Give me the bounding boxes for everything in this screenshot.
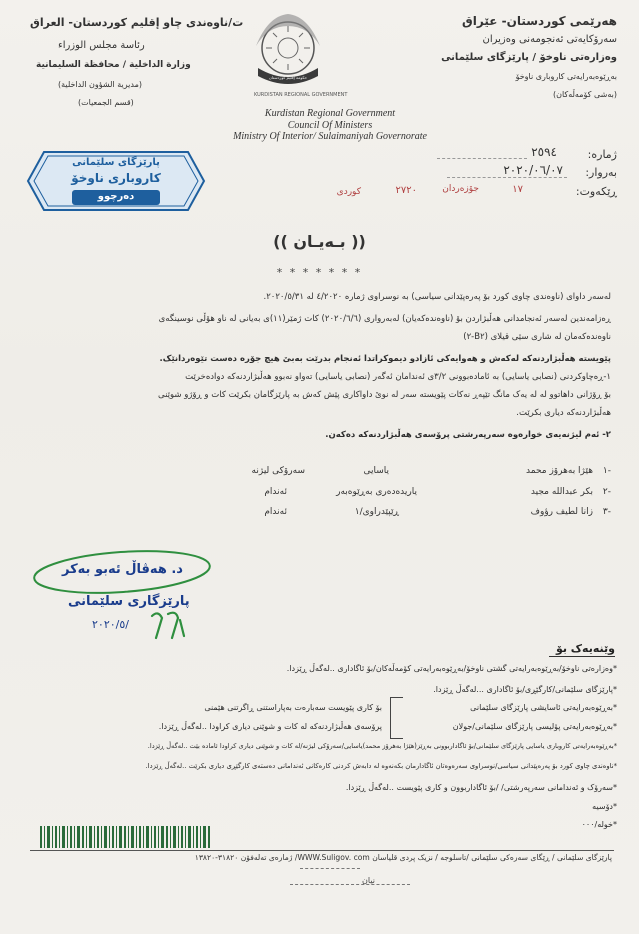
- cc-bracket-note-2: پرۆسەی هەڵبژاردنەکە لە کات و شوێنی دیاری کراودا ..لەگەڵ ڕێزدا.: [158, 722, 382, 731]
- document-title: (( بـەیـان )): [273, 232, 366, 251]
- cc-item-7: *سەرۆک و ئەندامانی سەرپەرشتی/ /بۆ ئاگاداربوون و کاری پێویست ..لەگەڵ ڕێزدا.: [345, 783, 617, 792]
- committee-pos-2: ئەندام: [264, 487, 287, 497]
- green-handwritten-mark: [148, 608, 188, 642]
- cc-heading-underline: [549, 656, 615, 657]
- cc-heading: وێنەیەک بۆ: [555, 642, 615, 655]
- body-paragraph-1: لەسەر داوای (ناوەندی چاوی کورد بۆ پەرەپێدانی سیاسی) بە نوسراوی ژمارە ٤/٢٠٢٠ لە ٢٠٢٠/٥/٣١.: [263, 292, 611, 302]
- footer-dash-bottom: [290, 884, 410, 885]
- ref-month: جۆزەردان: [442, 184, 479, 194]
- header-left-line3: وزارة الداخلية / محافظة السليمانية: [36, 60, 191, 70]
- header-left-line5: (قسم الجمعيات): [78, 98, 134, 107]
- header-english-line2: Council Of Ministers: [287, 120, 373, 131]
- header-right-line5: (بەشی کۆمەڵەکان): [552, 90, 617, 99]
- committee-role-3: ڕێپێدراوی/١: [354, 507, 399, 517]
- signature-title: پارێزگاری سلێمانی: [68, 594, 190, 609]
- date-value: ٢٠٢٠/٠٦/٠٧: [503, 163, 563, 177]
- footer-bottom: نیان: [362, 876, 375, 885]
- title-stars: * * * * * * *: [276, 266, 363, 279]
- cc-item-6: *ناوەندی چاوی کورد بۆ پەرەپێدانی سیاسی/نوسراوی سەرەوەتان ئاگادارمان بکەنەوە لە دابەش کردنی کارەکانی ئەندامانی دەستەی کارگێڕی دیاری بکرێت ..لەگەڵ ڕێزدا.: [145, 762, 617, 770]
- committee-num-2: ٢-: [602, 487, 611, 497]
- number-label: ژمارە:: [587, 148, 617, 161]
- committee-role-1: یاسایی: [363, 466, 389, 476]
- ref-calendar: کوردی: [336, 187, 361, 197]
- cc-bracket: [390, 697, 403, 739]
- committee-name-3: زانا لطیف رؤوف: [530, 507, 593, 517]
- body-paragraph-2b: ناوەندەکەمان لە شاری سێی قیلای (B٢-٢): [463, 332, 611, 342]
- committee-num-1: ١-: [602, 466, 611, 476]
- ref-day: ١٧: [512, 184, 523, 195]
- cc-item-4: *بەڕێوەبەرایەتی پۆلیسی پارێزگای سلێمانی/جولان: [452, 722, 617, 731]
- date-label: بەروار:: [585, 166, 617, 179]
- number-value: ٢٥٩٤: [531, 145, 557, 159]
- issued-stamp: [26, 150, 206, 212]
- body-paragraph-4b: بۆ ڕۆژانی داهاتوو لە لە یەک مانگ تێپەڕ نەکات پێویستە سەر لە نوێ داواکاری پێش کەش بە پارێزگامان بکرێت کات و ڕۆژو شوێنی: [157, 390, 611, 400]
- header-right-line1: هەرێمی کوردستان- عێراق: [462, 14, 617, 28]
- signature-name: د. هەڤاڵ ئەبو بەکر: [62, 562, 183, 577]
- header-right-line3: وەزارەتی ناوخۆ / پارێزگای سلێمانی: [441, 52, 617, 63]
- cc-item-2: *پارێزگای سلێمانی/کارگێڕی/بۆ ئاگاداری ...لەگەڵ ڕێزدا.: [433, 685, 617, 694]
- stamp-line3: دەرچوو: [97, 191, 135, 202]
- cc-item-9: *خولە/٠٠٠: [581, 820, 617, 829]
- header-left-line1: ت/ناوەندی چاو إقليم كوردستان- العراق: [30, 16, 244, 29]
- body-paragraph-4c: هەڵبژاردنەکە دیاری بکرێت.: [516, 408, 611, 418]
- header-left-line2: رئاسة مجلس الوزراء: [58, 40, 145, 51]
- header-english-line3: Ministry Of Interior/ Sulaimaniyah Governorate: [233, 131, 427, 142]
- cc-bracket-note-1: بۆ کاری پێویست سەبارەت بەپاراستنی ڕاگرتنی هێمنی: [204, 703, 382, 712]
- body-paragraph-4a: ١-ڕەچاوکردنی (نصابی یاسایی) بە ئامادەبوونی ٣/٢ی ئەندامان ئەگەر (نصابی یاسایی) تەواو نەبوو هەڵبژاردنەکە دوادەخرێت: [185, 372, 611, 382]
- ref-label: ڕێکەوت:: [575, 185, 617, 198]
- header-left-line4: (مديرية الشؤون الداخلية): [58, 80, 143, 89]
- footer-address: پارێزگای سلێمانی / ڕێگای سەرەکی سلێمانی /تاسلوجە / نزیک پردی قلیاسان WWW.Suligov. com/ ژمارەی تەلەفۆن ٣١٨٢٠-١٣٨٢٠: [194, 853, 612, 862]
- number-underline: [437, 158, 527, 159]
- cc-item-3: *بەڕێوەبەرایەتی ئاسایشی پارێزگای سلێمانی: [470, 703, 617, 712]
- committee-name-2: بکر عبدالله مجید: [530, 487, 593, 497]
- stamp-line2: کاروباری ناوخۆ: [71, 171, 161, 185]
- footer-dash-left: [300, 868, 360, 869]
- header-right-line4: بەڕێوەبەرایەتی کاروباری ناوخۆ: [515, 72, 617, 81]
- committee-name-1: هێژا بەهرۆز محمد: [526, 466, 593, 476]
- header-right-line2: سەرۆکایەتی ئەنجومەنی وەزیران: [482, 34, 617, 45]
- body-paragraph-3: پێویستە هەڵبژاردنەکە لەکەش و هەوایەکی ئازادو دیموکراتدا ئەنجام بدرێت بەبێ هیچ جۆرە دەست تێوەردانێک.: [159, 354, 611, 364]
- cc-item-5: *بەڕێوەبەرایەتی کاروباری یاسایی پارێزگای سلێمانی/بۆ ئاگاداربوونی بەڕێز(هێژا بەهرۆز محمد)یاسایی/سەرۆکی لیژنە/لە کات و شوێنی دیاری کراودا ئامادە بێت ..لەگەڵ ڕێزدا.: [147, 742, 617, 750]
- cc-item-8: *دۆسیە: [592, 802, 617, 811]
- committee-pos-1: سەرۆکی لیژنە: [251, 466, 305, 476]
- committee-num-3: ٣-: [602, 507, 611, 517]
- body-paragraph-5: ٢- ئەم لیژنەیەی خوارەوە سەرپەرشتی پرۆسەی هەڵبژاردنەکە دەکەن.: [325, 430, 611, 440]
- committee-role-2: یاریدەدەری بەڕێوەبەر: [336, 487, 417, 497]
- committee-pos-3: ئەندام: [264, 507, 287, 517]
- footer-rule: [30, 850, 614, 851]
- body-paragraph-2a: ڕەزامەندین لەسەر ئەنجامدانی هەڵبژاردن بۆ (ناوەندەکەیان) لەبەرواری (٢٠٢٠/٦/٦) کات ژمێر(١١)ی بەیانی لە ناو هۆڵی نوسینگەی: [158, 314, 611, 324]
- date-underline: [447, 177, 567, 178]
- ref-year: ٢٧٢٠: [395, 185, 417, 196]
- stamp-line1: پارێزگای سلێمانی: [72, 157, 160, 168]
- signature-date: ٢٠٢٠/٥/: [92, 618, 129, 631]
- krg-emblem-icon: [248, 6, 328, 102]
- svg-text:حكومة إقليم كوردستان: حكومة إقليم كوردستان: [268, 75, 308, 80]
- cc-item-1: *وەزارەتی ناوخۆ/بەڕێوەبەرایەتی گشتی ناوخۆ/بەڕێوەبەرایەتی کۆمەڵەکان/بۆ ئاگاداری ..لەگەڵ ڕێزدا.: [286, 664, 617, 673]
- header-english-line1: Kurdistan Regional Government: [264, 108, 396, 119]
- emblem-caption: KURDISTAN REGIONAL GOVERNMENT: [254, 92, 348, 98]
- barcode: [40, 826, 210, 848]
